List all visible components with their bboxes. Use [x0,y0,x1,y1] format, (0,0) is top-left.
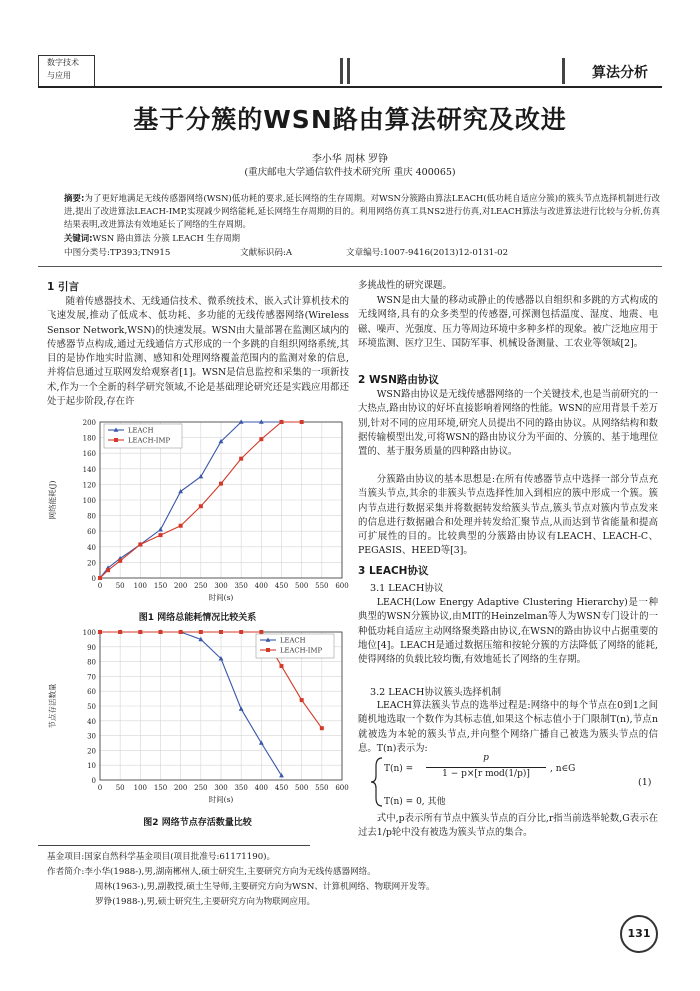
figure-1-caption: 图1 网络总能耗情况比较关系 [138,613,257,623]
data-point-leach-imp [118,630,122,634]
data-point-leach-imp [179,630,183,634]
y-tick-label: 200 [82,419,96,427]
article-number: 文章编号:1007-9416(2013)12-0131-02 [346,248,509,258]
x-tick-label: 400 [254,784,269,792]
data-point-leach-imp [98,576,102,580]
section-2-paragraph-2: 分簇路由协议的基本思想是:在所有传感器节点中选择一部分节点充当簇头节点,其余的非簇头节点选择性加入到相应的簇中形成一个簇。簇内节点进行数据采集并将数据转发给簇头节点,簇头节点对簇内节点发来的信息进行数据融合和处理并转发给汇聚节点,从而达到节省能量和提高可扩展性的目的。比较典型的分簇路由协议有LEACH、LEACH-C、PEGASIS、HEED等[3]。 [358,474,658,557]
y-axis-label: 网络能耗(J) [48,480,57,520]
y-tick-label: 10 [87,762,96,771]
legend-label: LEACH [280,636,306,645]
x-tick-label: 500 [294,582,309,590]
data-point-leach-imp [118,559,122,563]
x-tick-label: 600 [335,582,349,590]
author-note-1: 作者简介:李小华(1988-),男,湖南郴州人,硕士研究生,主要研究方向为无线传感器网络。 [47,867,376,877]
x-tick-label: 300 [214,582,228,590]
paper-title: 基于分簇的WSN路由算法研究及改进 [133,105,567,134]
page-number: 131 [620,915,658,953]
x-axis-label: 时间(s) [208,593,234,602]
y-tick-label: 70 [87,673,96,682]
x-tick-label: 300 [214,784,228,792]
keywords [64,232,240,244]
journal-logo-box [38,55,95,87]
data-point-leach-imp [239,457,243,461]
figure-2-caption: 图2 网络节点存活数量比较 [143,818,252,828]
data-point-leach-imp [280,420,284,424]
x-tick-label: 50 [115,582,125,590]
authors: 李小华 周林 罗铮 [311,154,389,165]
figure-2-svg [45,622,350,812]
clc-number: 中图分类号:TP393;TN915 [64,248,171,258]
y-tick-label: 60 [87,688,96,697]
y-tick-label: 90 [87,643,96,652]
x-tick-label: 400 [254,582,269,590]
section-2-title: 2 WSN路由协议 [358,374,439,386]
data-point-leach-imp [179,524,183,528]
keywords-label: 关键词: [64,233,93,243]
x-tick-label: 250 [194,784,208,792]
x-tick-label: 350 [234,784,248,792]
x-tick-label: 0 [97,784,103,792]
y-tick-label: 0 [91,777,96,785]
section-1-title: 1 引言 [47,281,79,293]
x-tick-label: 50 [115,784,125,792]
section-1-paragraph: 随着传感器技术、无线通信技术、微系统技术、嵌入式计算机技术的飞速发展,推动了低成本、低功耗、多功能的无线传感器网络(Wireless Sensor Network,WSN)的快速发展。WSN由大量部署在监测区域内的传感器节点构成,通过无线通信方式形成的一个多跳的自组织网络系统,其目的是协作地实时监测、感知和处理网络覆盖范围内的监测对象的信息,并将信息通过互联网发给观察者[1]。WSN是信息监控和采集的一项新技术,作为一个全新的科学研究领域,不论是基础理论研究还是实践应用都还处于起步阶段,存在许 [47,296,349,408]
section-3-title: 3 LEACH协议 [358,565,429,577]
data-point-leach-imp [199,630,203,634]
abstract-text: 为了更好地满足无线传感器网络(WSN)低功耗的要求,延长网络的生存周期。对WSN分簇路由算法LEACH(低功耗自适应分簇)的簇头节点选择机制进行改进,提出了改进算法LEACH-IMP,实现减少网络能耗,延长网络生存周期的目的。利用网络仿真工具NS2进行仿真,对LEACH算法与改进算法进行比较与分析,仿真结果表明,改进算法有效地延长了网络的生存周期。 [64,193,660,229]
legend-marker [114,438,118,442]
x-tick-label: 200 [173,784,188,792]
section-3-1-title: 3.1 LEACH协议 [370,583,444,594]
data-point-leach-imp [300,698,304,702]
data-point-leach-imp [138,630,142,634]
y-tick-label: 60 [87,528,96,537]
equation-line-2: T(n) = 0, 其他 [384,797,446,807]
data-point-leach-imp [239,630,243,634]
data-point-leach-imp [159,630,163,634]
section-3-2-paragraph: LEACH算法簇头节点的选举过程是:网络中的每个节点在0到1之间随机地选取一个数作为其标志值,如果这个标志值小于门限制T(n),节点n就被选为本轮的簇头节点,并向整个网络广播自己被选为簇头节点的信息。T(n)表示为: [358,700,658,754]
data-point-leach [178,489,183,493]
data-point-leach-imp [138,542,142,546]
y-tick-label: 80 [87,512,96,521]
y-tick-label: 20 [87,559,96,568]
equation-condition: , n∈G [550,764,576,774]
section-label: 算法分析 [592,65,648,81]
y-tick-label: 40 [87,717,96,726]
section-3-2-title: 3.2 LEACH协议簇头选择机制 [370,687,502,698]
journal-line1: 数字技术 [47,58,79,67]
x-tick-label: 550 [315,582,329,590]
data-point-leach-imp [159,533,163,537]
y-tick-label: 30 [87,732,96,741]
x-tick-label: 200 [173,582,188,590]
data-point-leach-imp [219,482,223,486]
x-tick-label: 500 [294,784,309,792]
header-bar [347,58,350,84]
equation-number: (1) [638,777,652,788]
equation-numerator: p [483,753,489,763]
y-tick-label: 100 [82,629,96,637]
x-tick-label: 100 [133,784,148,792]
x-tick-label: 600 [335,784,349,792]
fund-note: 基金项目:国家自然科学基金项目(项目批准号:61171190)。 [47,852,276,862]
footnote-rule [38,845,310,846]
legend-label: LEACH-IMP [280,646,323,655]
y-tick-label: 160 [82,450,96,459]
section-2-paragraph: WSN路由协议是无线传感器网络的一个关键技术,也是当前研究的一大热点,路由协议的好坏直接影响着网络的性能。WSN的应用背景千差万别,针对不同的应用环境,研究人员提出不同的路由协议。从网络结构和数据传输模型出发,可将WSN的路由协议分为平面的、分簇的、基于地理位置的、基于服务质量的四种路由协议。 [358,389,658,458]
legend-label: LEACH [128,426,154,435]
x-tick-label: 0 [97,582,103,590]
y-tick-label: 100 [82,497,96,505]
doc-code: 文献标识码:A [240,248,293,258]
data-point-leach [239,706,244,710]
y-tick-label: 120 [82,481,96,490]
legend-label: LEACH-IMP [128,436,171,445]
y-tick-label: 40 [87,543,96,552]
x-tick-label: 250 [194,582,208,590]
header-bar [562,58,565,84]
data-point-leach-imp [219,630,223,634]
header-rule [38,86,662,88]
data-point-leach-imp [300,420,304,424]
abstract [64,192,660,231]
section-1-paragraph-2: WSN是由大量的移动或静止的传感器以自组织和多跳的方式构成的无线网络,具有的众多类型的传感器,可探测包括温度、湿度、地震、电磁、噪声、光强度、压力等周边环境中多种多样的现象。被广泛地应用于环境监测、医疗卫生、国防军事、机械设备测量、工农业等领域[2]。 [358,295,659,349]
legend-marker [266,648,270,652]
data-point-leach-imp [320,726,324,730]
data-point-leach [158,527,163,531]
header-bar [340,58,343,84]
x-tick-label: 450 [274,784,289,792]
data-point-leach-imp [259,437,263,441]
author-note-2: 周林(1963-),男,副教授,硕士生导师,主要研究方向为WSN、计算机网络、物联网开发等。 [95,882,435,892]
x-axis-label: 时间(s) [208,795,234,804]
equation-lhs: T(n) = [384,764,414,774]
x-tick-label: 150 [153,582,168,590]
series-line-leach [100,632,282,776]
y-tick-label: 140 [82,465,96,474]
section-3-2-paragraph-2: 式中,p表示所有节点中簇头节点的百分比,r指当前选举轮数,G表示在过去1/p轮中没有被选为簇头节点的集合。 [358,813,658,839]
x-tick-label: 350 [234,582,248,590]
data-point-leach-imp [259,630,263,634]
figure-1-svg [45,408,350,608]
equation-denominator: 1 − p×[r mod(1/p)] [442,769,530,779]
section-1-continued: 多挑战性的研究课题。 [358,280,452,291]
y-tick-label: 50 [87,703,96,711]
x-tick-label: 550 [315,784,329,792]
data-point-leach-imp [106,568,110,572]
data-point-leach-imp [199,504,203,508]
x-tick-label: 450 [274,582,289,590]
affiliation: (重庆邮电大学通信软件技术研究所 重庆 400065) [244,167,456,178]
y-tick-label: 0 [91,575,96,583]
abstract-label: 摘要: [64,193,85,203]
y-tick-label: 80 [87,658,96,667]
data-point-leach-imp [98,630,102,634]
x-tick-label: 150 [153,784,168,792]
figure-1-chart [45,408,350,608]
author-note-3: 罗铮(1988-),男,硕士研究生,主要研究方向为物联网应用。 [95,897,316,907]
y-tick-label: 20 [87,747,96,756]
section-3-1-paragraph: LEACH(Low Energy Adaptive Clustering Hierarchy)是一种典型的WSN分簇协议,由MIT的Heinzelman等人为WSN专门设计的一种低功耗自适应主动网络聚类路由协议,在WSN的路由协议中占据重要的地位[4]。LEACH是通过数据压缩和按轮分簇的方法降低了网络的能耗,使得网络的负载比较均衡,有效地延长了网络的生存期。 [358,597,658,666]
equation-fraction-bar [426,767,546,768]
y-tick-label: 180 [82,434,96,443]
journal-line2: 与应用 [47,71,71,80]
x-tick-label: 100 [133,582,148,590]
data-point-leach-imp [280,664,284,668]
figure-2-chart [45,622,350,812]
equation-1 [368,752,658,812]
abstract-rule [38,266,662,267]
keywords-text: WSN 路由算法 分簇 LEACH 生存周期 [92,233,240,243]
y-axis-label: 节点存活数量 [48,683,57,729]
